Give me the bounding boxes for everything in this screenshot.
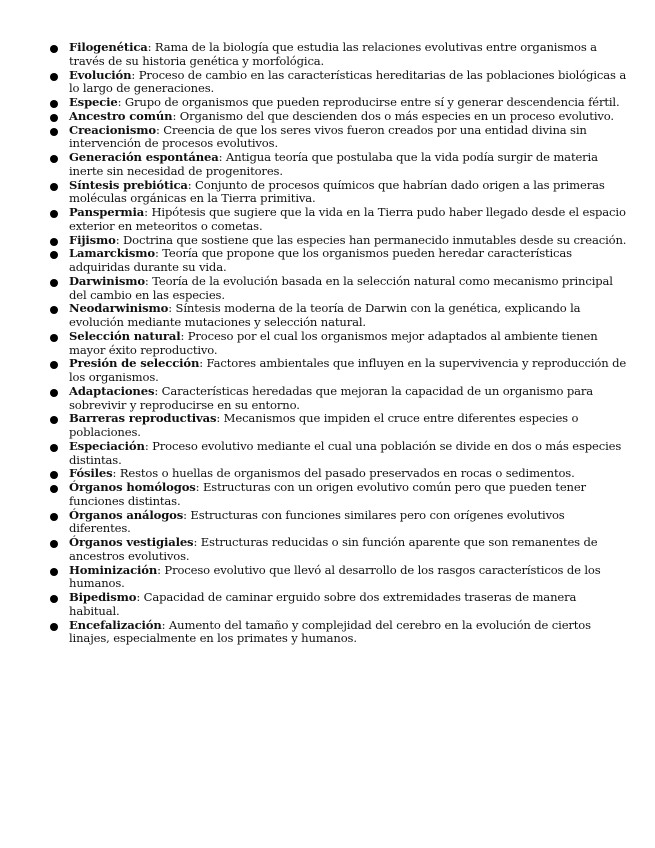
bullet-icon — [50, 73, 58, 81]
list-item — [50, 275, 627, 303]
definition: : Conjunto de procesos químicos que habrían dado origen a las primeras moléculas orgánicas en la Tierra primitiva. — [69, 177, 605, 206]
bullet-icon — [50, 471, 58, 479]
term: Ancestro común — [69, 108, 173, 123]
definition: : Proceso evolutivo mediante el cual una población se divide en dos o más especies distintas. — [69, 438, 622, 467]
bullet-icon — [50, 444, 58, 452]
list-item — [50, 481, 627, 509]
term: Creacionismo — [69, 122, 156, 137]
list-item — [50, 206, 627, 234]
definition: : Estructuras reducidas o sin función aparente que son remanentes de ancestros evolutivos. — [69, 535, 598, 563]
term: Lamarckismo — [69, 246, 155, 261]
definition: : Estructuras con un origen evolutivo común pero que pueden tener funciones distintas. — [69, 480, 586, 508]
definition: : Restos o huellas de organismos del pasado preservados en rocas o sedimentos. — [112, 466, 575, 481]
definition: : Hipótesis que sugiere que la vida en la Tierra pudo haber llegado desde el espacio exterior en meteoritos o cometas. — [69, 205, 626, 233]
term: Selección natural — [69, 328, 181, 343]
list-item — [50, 96, 627, 110]
definition: : Factores ambientales que influyen en la supervivencia y reproducción de los organismos. — [69, 356, 627, 384]
glossary-list — [50, 41, 627, 646]
term: Fijismo — [69, 232, 116, 247]
term: Presión de selección — [69, 356, 200, 371]
term: Generación espontánea — [69, 150, 219, 164]
definition: : Aumento del tamaño y complejidad del cerebro en la evolución de ciertos linajes, especialmente en los primates y humanos. — [69, 617, 591, 646]
term: Especie — [69, 95, 118, 109]
bullet-icon — [50, 485, 58, 493]
bullet-icon — [50, 100, 58, 108]
bullet-icon — [50, 623, 58, 631]
list-item — [50, 385, 627, 413]
bullet-icon — [50, 45, 58, 53]
list-item — [50, 69, 627, 97]
definition: : Grupo de organismos que pueden reproducirse entre sí y generar descendencia fértil. — [117, 95, 620, 109]
list-item — [50, 467, 627, 481]
list-item — [50, 412, 627, 440]
bullet-icon — [50, 279, 58, 287]
term: Órganos análogos — [69, 507, 184, 522]
definition: : Antigua teoría que postulaba que la vida podía surgir de materia inerte sin necesidad de progenitores. — [69, 150, 598, 178]
definition: : Organismo del que descienden dos o más especies en un proceso evolutivo. — [172, 108, 614, 123]
bullet-icon — [50, 128, 58, 136]
term: Especiación — [69, 438, 145, 453]
term: Darwinismo — [69, 273, 145, 288]
bullet-icon — [50, 155, 58, 163]
list-item — [50, 440, 627, 468]
list-item — [50, 110, 627, 124]
term: Órganos vestigiales — [69, 535, 194, 549]
list-item — [50, 564, 627, 592]
bullet-icon — [50, 251, 58, 259]
term: Bipedismo — [69, 590, 137, 604]
term: Neodarwinismo — [69, 301, 169, 316]
list-item — [50, 179, 627, 207]
bullet-icon — [50, 389, 58, 397]
bullet-icon — [50, 183, 58, 191]
term: Adaptaciones — [69, 383, 155, 398]
definition: : Síntesis moderna de la teoría de Darwin con la genética, explicando la evolución mediante mutaciones y selección natural. — [69, 301, 581, 329]
list-item — [50, 330, 627, 358]
term: Fósiles — [69, 466, 113, 481]
definition: : Proceso de cambio en las características hereditarias de las poblaciones biológicas a lo largo de generaciones. — [69, 67, 627, 96]
definition: : Teoría de la evolución basada en la selección natural como mecanismo principal del cambio en las especies. — [69, 273, 613, 302]
term: Síntesis prebiótica — [69, 177, 188, 192]
definition: : Proceso por el cual los organismos mejor adaptados al ambiente tienen mayor éxito reproductivo. — [69, 328, 598, 357]
bullet-icon — [50, 238, 58, 246]
term: Encefalización — [69, 617, 162, 632]
definition: : Capacidad de caminar erguido sobre dos extremidades traseras de manera habitual. — [69, 590, 577, 618]
list-item — [50, 41, 627, 69]
bullet-icon — [50, 595, 58, 603]
bullet-icon — [50, 568, 58, 576]
bullet-icon — [50, 210, 58, 218]
list-item — [50, 151, 627, 179]
definition: : Doctrina que sostiene que las especies han permanecido inmutables desde su creación. — [115, 232, 627, 247]
definition: : Características heredadas que mejoran la capacidad de un organismo para sobrevivir y reproducirse en su entorno. — [69, 383, 594, 412]
bullet-icon — [50, 334, 58, 342]
list-item — [50, 124, 627, 152]
list-item — [50, 302, 627, 330]
bullet-icon — [50, 416, 58, 424]
list-item — [50, 619, 627, 647]
definition: : Proceso evolutivo que llevó al desarrollo de los rasgos característicos de los humanos. — [69, 562, 601, 591]
bullet-icon — [50, 114, 58, 122]
term: Hominización — [69, 562, 158, 577]
list-item — [50, 591, 627, 619]
bullet-icon — [50, 540, 58, 548]
definition: : Rama de la biología que estudia las relaciones evolutivas entre organismos a través de su historia genética y morfológica. — [69, 40, 597, 68]
term: Evolución — [69, 67, 132, 82]
term: Órganos homólogos — [69, 480, 196, 494]
bullet-icon — [50, 361, 58, 369]
term: Filogenética — [69, 40, 148, 54]
list-item — [50, 536, 627, 564]
term: Barreras reproductivas — [69, 411, 217, 426]
term: Panspermia — [69, 205, 145, 219]
list-item — [50, 234, 627, 248]
definition: : Estructuras con funciones similares pero con orígenes evolutivos diferentes. — [69, 507, 565, 536]
definition: : Teoría que propone que los organismos pueden heredar características adquiridas durante su vida. — [69, 246, 572, 274]
bullet-icon — [50, 513, 58, 521]
bullet-icon — [50, 306, 58, 314]
list-item — [50, 247, 627, 275]
definition: : Mecanismos que impiden el cruce entre diferentes especies o poblaciones. — [69, 411, 579, 439]
definition: : Creencia de que los seres vivos fueron creados por una entidad divina sin intervención de procesos evolutivos. — [69, 122, 587, 151]
list-item — [50, 509, 627, 537]
list-item — [50, 357, 627, 385]
